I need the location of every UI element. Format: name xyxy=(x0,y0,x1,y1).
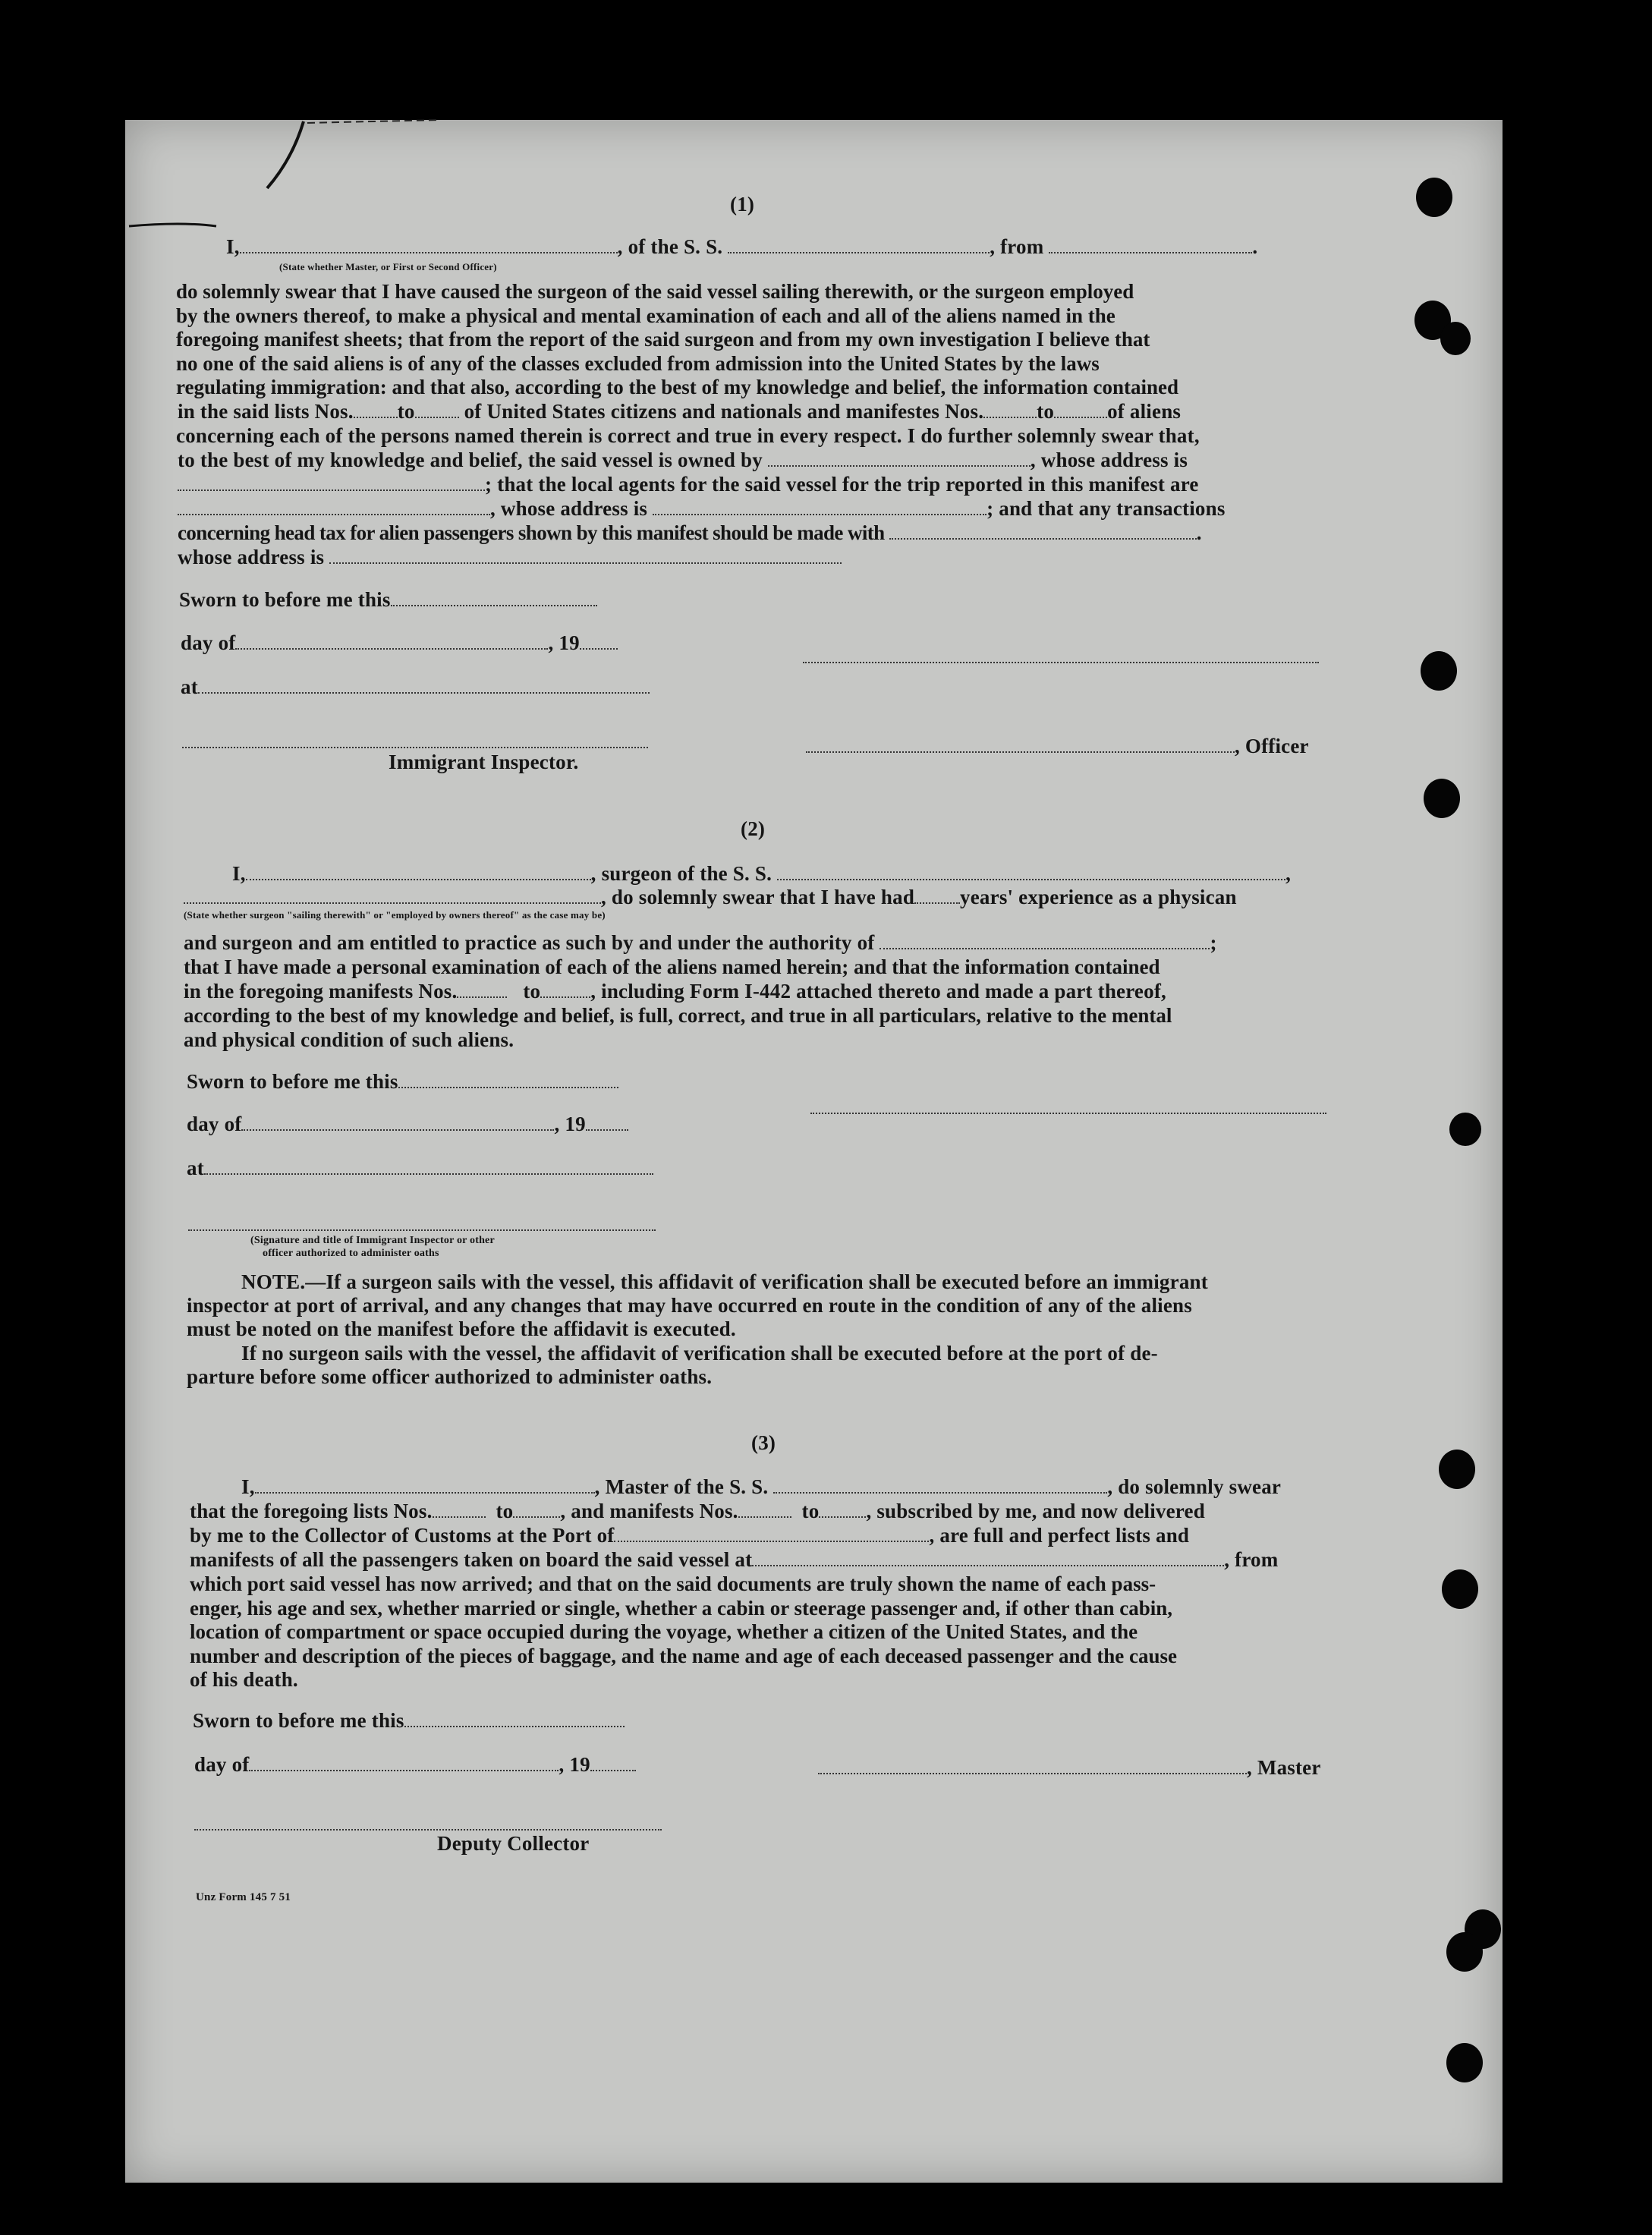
s1-line7: concerning each of the persons named therein is correct and true in every respect. I do further solemnly swear that, xyxy=(176,424,1200,447)
ship-name-blank[interactable] xyxy=(728,235,990,253)
boarded-port-blank[interactable] xyxy=(752,1548,1224,1566)
punch-hole xyxy=(1440,322,1471,355)
officer-signature-blank[interactable] xyxy=(806,735,1235,753)
s1-transactions-label: ; and that any transactions xyxy=(986,497,1226,520)
s3-lists-label: that the foregoing lists Nos. xyxy=(190,1500,433,1522)
punch-hole xyxy=(1449,1113,1481,1146)
s2-manifest-from-blank[interactable] xyxy=(457,980,507,998)
surgeon-signature-line[interactable] xyxy=(810,1113,1326,1114)
s2-year-label: , 19 xyxy=(554,1113,586,1135)
s3-ss-label: , Master of the S. S. xyxy=(594,1475,769,1498)
s2-ship-blank[interactable] xyxy=(777,862,1285,880)
port-blank[interactable] xyxy=(614,1524,929,1542)
s3-body-line: enger, his age and sex, whether married or single, whether a cabin or steerage passenger and, if other than cabin, xyxy=(190,1596,1172,1620)
s3-body-line: number and description of the pieces of baggage, and the name and age of each deceased passenger and the cause xyxy=(190,1644,1178,1667)
authority-blank[interactable] xyxy=(879,931,1210,949)
s2-inspector-signature-line[interactable] xyxy=(188,1229,656,1231)
surgeon-name-blank[interactable] xyxy=(246,862,591,880)
s1-owner-line xyxy=(178,449,1188,473)
s1-headtax-label: concerning head tax for alien passengers shown by this manifest should be made with xyxy=(178,521,885,544)
s2-sworn-day-blank[interactable] xyxy=(398,1070,618,1088)
s2-comma: , xyxy=(1285,862,1292,885)
s2-dayof-line xyxy=(187,1113,628,1137)
s3-month-blank[interactable] xyxy=(249,1753,559,1771)
s3-to-label-2: to xyxy=(801,1500,820,1522)
s2-body-line: that I have made a personal examination of each of the aliens named herein; and that the information contained xyxy=(184,955,1160,978)
s1-from-label: , from xyxy=(990,235,1044,258)
s3-line3 xyxy=(190,1524,1189,1548)
s3-boarded-label: manifests of all the passengers taken on board the said vessel at xyxy=(190,1548,753,1571)
s1-agent-address-label: , whose address is xyxy=(490,497,648,520)
s3-sworn-line xyxy=(193,1709,625,1733)
s3-manifest-to-blank[interactable] xyxy=(819,1500,866,1518)
owner-address-blank[interactable] xyxy=(178,473,485,491)
contact-address-blank[interactable] xyxy=(329,546,842,564)
s2-body xyxy=(184,955,1324,980)
s3-line1 xyxy=(241,1475,1281,1500)
s3-line2 xyxy=(190,1500,1205,1524)
punch-hole xyxy=(1442,1569,1478,1609)
s1-to-label-2: to xyxy=(1037,400,1055,423)
s1-body-line: foregoing manifest sheets; that from the report of the said surgeon and from my own investigation I believe that xyxy=(176,328,1150,351)
s2-at-label: at xyxy=(187,1157,204,1179)
s1-agents-line xyxy=(178,473,1199,497)
s2-manifests-line xyxy=(184,980,1166,1004)
s3-manifest-from-blank[interactable] xyxy=(738,1500,791,1518)
manifest-from-blank[interactable] xyxy=(983,400,1037,418)
s1-line1 xyxy=(226,235,1257,260)
s2-experience-label: years' experience as a physican xyxy=(960,886,1237,908)
s2-dayof-label: day of xyxy=(187,1113,242,1135)
immigrant-inspector-label: Immigrant Inspector. xyxy=(389,751,579,773)
s3-subscribed-label: , subscribed by me, and now delivered xyxy=(866,1500,1205,1522)
note-line-1: NOTE.—If a surgeon sails with the vessel, this affidavit of verification shall be executed before an immigrant xyxy=(241,1270,1208,1293)
place-blank[interactable] xyxy=(198,675,650,694)
deputy-collector-label: Deputy Collector xyxy=(437,1832,590,1855)
form-number: Unz Form 145 7 51 xyxy=(196,1891,291,1903)
s2-authority-label: and surgeon and am entitled to practice as such by and under the authority of xyxy=(184,931,875,954)
s1-lists-label: in the said lists Nos. xyxy=(178,400,354,423)
s3-line4 xyxy=(190,1548,1278,1572)
s1-whose-address-label: whose address is xyxy=(178,546,325,568)
s3-swear-label: , do solemnly swear xyxy=(1107,1475,1282,1498)
master-signature-blank[interactable] xyxy=(818,1756,1247,1774)
inspector-signature-line[interactable] xyxy=(182,747,648,748)
s3-manifests-label: , and manifests Nos. xyxy=(560,1500,738,1522)
s3-year-label: , 19 xyxy=(559,1753,590,1776)
s2-line1 xyxy=(232,862,1291,886)
s2-place-blank[interactable] xyxy=(204,1157,653,1175)
s2-form-label: , including Form I-442 attached thereto and made a part thereof, xyxy=(590,980,1166,1003)
from-port-blank[interactable] xyxy=(1049,235,1252,253)
sworn-day-blank[interactable] xyxy=(391,588,597,606)
manifest-to-blank[interactable] xyxy=(1054,400,1107,418)
s1-agent-address-line xyxy=(178,497,1226,521)
note-line-3: must be noted on the manifest before the affidavit is executed. xyxy=(187,1317,736,1340)
punch-hole xyxy=(1446,2043,1483,2082)
s3-from-label: , from xyxy=(1224,1548,1279,1571)
headtax-contact-blank[interactable] xyxy=(889,521,1197,540)
s1-sworn-line xyxy=(179,588,597,612)
s1-body-line: do solemnly swear that I have caused the surgeon of the said vessel sailing therewith, or the surgeon employed xyxy=(176,280,1134,303)
s3-dayof-label: day of xyxy=(194,1753,250,1776)
s3-perfect-label: , are full and perfect lists and xyxy=(929,1524,1190,1547)
year-blank[interactable] xyxy=(580,631,618,650)
s1-manifests-label: of United States citizens and nationals and manifestes Nos. xyxy=(464,400,984,423)
note-line-2: inspector at port of arrival, and any changes that may have occurred en route in the condition of any of the aliens xyxy=(187,1294,1192,1317)
s3-list-from-blank[interactable] xyxy=(433,1500,486,1518)
note2-line-1: If no surgeon sails with the vessel, the affidavit of verification shall be executed before at the port of de- xyxy=(241,1342,1158,1365)
sig-note-2: officer authorized to administer oaths xyxy=(263,1248,439,1259)
officer-label: , Officer xyxy=(1235,735,1309,757)
s2-month-blank[interactable] xyxy=(241,1113,554,1131)
surgeon-type-blank[interactable] xyxy=(184,886,601,904)
s1-dayof-line xyxy=(181,631,618,656)
punch-hole xyxy=(1439,1450,1475,1489)
agents-blank[interactable] xyxy=(178,497,490,515)
punch-hole xyxy=(1416,178,1452,217)
s2-swear-label: , do solemnly swear that I have had xyxy=(601,886,915,908)
s1-owned-label: to the best of my knowledge and belief, the said vessel is owned by xyxy=(178,449,763,471)
officer-name-blank[interactable] xyxy=(240,235,618,253)
s2-to-label: to xyxy=(523,980,541,1003)
s1-at-label: at xyxy=(181,675,198,698)
owner-blank[interactable] xyxy=(768,449,1031,467)
section-2-number: (2) xyxy=(741,817,766,840)
s1-sworn-label: Sworn to before me this xyxy=(179,588,391,611)
master-name-blank[interactable] xyxy=(255,1475,595,1494)
s2-line7: and physical condition of such aliens. xyxy=(184,1028,514,1051)
s3-sworn-day-blank[interactable] xyxy=(404,1709,625,1727)
note2-line-2: parture before some officer authorized to administer oaths. xyxy=(187,1365,713,1388)
s3-last-line: of his death. xyxy=(190,1668,298,1691)
surgeon-note: (State whether surgeon "sailing therewith" or "employed by owners thereof" as the case may be) xyxy=(184,909,606,921)
agent-address-blank[interactable] xyxy=(653,497,986,515)
s1-i-label: I, xyxy=(226,235,240,258)
s1-at-line xyxy=(181,675,650,700)
punch-hole xyxy=(1446,1932,1483,1972)
section-1-number: (1) xyxy=(730,193,755,216)
s3-i-label: I, xyxy=(241,1475,255,1498)
punch-hole xyxy=(1424,779,1460,818)
s1-lists-line xyxy=(178,400,1181,424)
s2-body-2 xyxy=(184,1004,1324,1028)
officer-note: (State whether Master, or First or Second Officer) xyxy=(279,261,497,272)
punch-hole xyxy=(1421,651,1457,691)
sig-note-1: (Signature and title of Immigrant Inspector or other xyxy=(250,1235,495,1246)
s3-year-blank[interactable] xyxy=(590,1753,636,1771)
s1-period: . xyxy=(1252,235,1258,258)
list-to-blank[interactable] xyxy=(415,400,459,418)
s1-owner-address-label: , whose address is xyxy=(1030,449,1188,471)
list-from-blank[interactable] xyxy=(354,400,398,418)
s3-port-label: by me to the Collector of Customs at the Port of xyxy=(190,1524,615,1547)
s1-period-2: . xyxy=(1196,521,1201,544)
s3-list-to-blank[interactable] xyxy=(513,1500,560,1518)
s3-body-line: which port said vessel has now arrived; and that on the said documents are truly shown the name of each pass- xyxy=(190,1572,1156,1595)
s1-aliens-label: of aliens xyxy=(1107,400,1182,423)
s2-line2 xyxy=(184,886,1237,910)
s2-manifest-to-blank[interactable] xyxy=(540,980,590,998)
s2-semicolon: ; xyxy=(1210,931,1217,954)
s3-to-label: to xyxy=(496,1500,514,1522)
s1-ss-label: , of the S. S. xyxy=(617,235,723,258)
s2-sworn-label: Sworn to before me this xyxy=(187,1070,398,1093)
s2-manifests-label: in the foregoing manifests Nos. xyxy=(184,980,458,1003)
s1-body-line: regulating immigration: and that also, according to the best of my knowledge and belief, the information contained xyxy=(176,376,1178,399)
s1-to-label: to xyxy=(397,400,415,423)
s2-sworn-line xyxy=(187,1070,618,1094)
s3-ship-blank[interactable] xyxy=(773,1475,1107,1494)
s1-officer-line xyxy=(806,735,1309,759)
s1-agents-label: ; that the local agents for the said vessel for the trip reported in this manifest are xyxy=(485,473,1199,496)
s3-dayof-line xyxy=(194,1753,636,1777)
s1-body-line: no one of the said aliens is of any of the classes excluded from admission into the United States by the laws xyxy=(176,351,1100,375)
s1-contact-address-line xyxy=(178,546,842,570)
s2-year-blank[interactable] xyxy=(586,1113,628,1131)
s1-headtax-line xyxy=(178,521,1201,546)
s3-master-line xyxy=(818,1756,1321,1780)
s1-dayof-label: day of xyxy=(181,631,236,654)
s2-ss-label: , surgeon of the S. S. xyxy=(590,862,773,885)
month-blank[interactable] xyxy=(235,631,548,650)
s2-authority-line xyxy=(184,931,1217,955)
s3-body-line: location of compartment or space occupied during the voyage, whether a citizen of the United States, and the xyxy=(190,1620,1138,1644)
officer-signature-line[interactable] xyxy=(803,662,1319,663)
master-label: , Master xyxy=(1247,1756,1321,1779)
s2-at-line xyxy=(187,1157,653,1181)
s3-body xyxy=(190,1572,1332,1668)
s2-body-line: according to the best of my knowledge and belief, is full, correct, and true in all particulars, relative to the mental xyxy=(184,1004,1172,1027)
s3-sworn-label: Sworn to before me this xyxy=(193,1709,404,1732)
s1-year-label: , 19 xyxy=(548,631,580,654)
years-blank[interactable] xyxy=(914,886,960,904)
deputy-signature-line[interactable] xyxy=(194,1829,662,1830)
s2-i-label: I, xyxy=(232,862,246,885)
section-3-number: (3) xyxy=(751,1431,776,1454)
s1-body xyxy=(176,280,1317,400)
s1-body-line: by the owners thereof, to make a physical and mental examination of each and all of the aliens named in the xyxy=(176,304,1115,327)
